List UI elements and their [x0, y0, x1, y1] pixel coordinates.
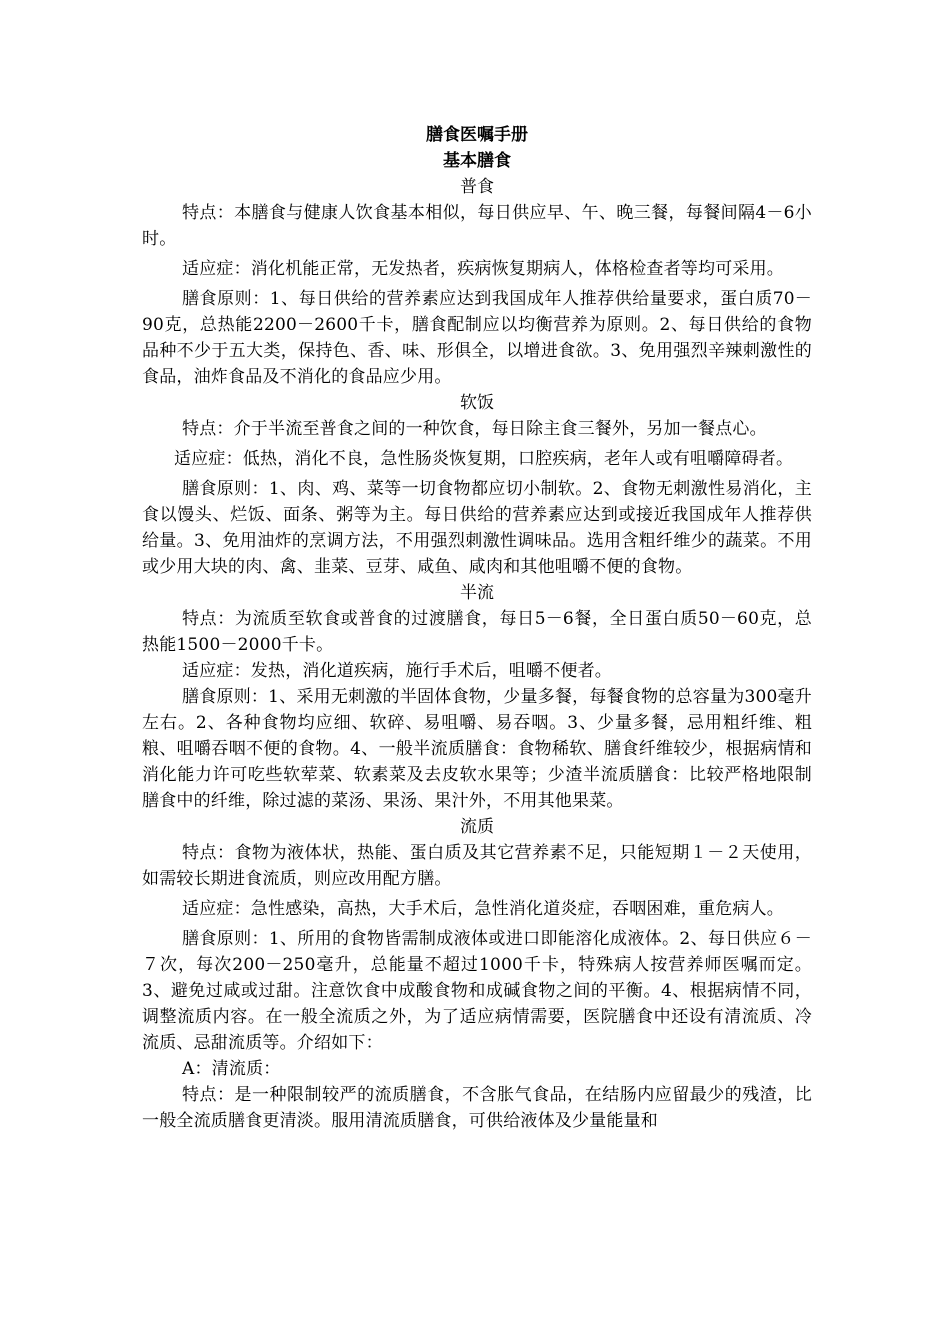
liquid-indications: 适应症：急性感染，高热，大手术后，急性消化道炎症，吞咽困难，重危病人。 [182, 899, 784, 919]
document-page [142, 122, 812, 1134]
section-heading-semi-liquid: 半流 [460, 583, 494, 603]
document-subtitle: 基本膳食 [443, 151, 511, 171]
semi-liquid-indications: 适应症：发热，消化道疾病，施行手术后，咀嚼不便者。 [182, 661, 612, 681]
section-heading-general: 普食 [460, 177, 494, 197]
section-heading-liquid: 流质 [460, 817, 494, 837]
liquid-features: 特点：食物为液体状，热能、蛋白质及其它营养素不足，只能短期１－２天使用，如需较长期进食流质，则应改用配方膳。 [142, 843, 812, 889]
soft-principles: 膳食原则：1、肉、鸡、菜等一切食物都应切小制软。2、食物无刺激性易消化，主食以馒头、烂饭、面条、粥等为主。每日供给的营养素应达到或接近我国成年人推荐供给量。3、免用油炸的烹调方法，不用强烈刺激性调味品。选用含粗纤维少的蔬菜。不用或少用大块的肉、禽、韭菜、豆芽、咸鱼、咸肉和其他咀嚼不便的食物。 [142, 479, 812, 577]
clear-liquid-label: A：清流质： [182, 1059, 281, 1079]
general-principles: 膳食原则：1、每日供给的营养素应达到我国成年人推荐供给量要求，蛋白质70－90克，总热能2200－2600千卡，膳食配制应以均衡营养为原则。2、每日供给的食物品种不少于五大类，保持色、香、味、形俱全，以增进食欲。3、免用强烈辛辣刺激性的食品，油炸食品及不消化的食品应少用。 [142, 289, 812, 387]
soft-features: 特点：介于半流至普食之间的一种饮食，每日除主食三餐外，另加一餐点心。 [182, 419, 767, 439]
section-heading-soft: 软饭 [460, 393, 494, 413]
general-features: 特点：本膳食与健康人饮食基本相似，每日供应早、午、晚三餐，每餐间隔4－6小时。 [142, 203, 812, 249]
soft-indications: 适应症：低热，消化不良，急性肠炎恢复期，口腔疾病，老年人或有咀嚼障碍者。 [174, 449, 794, 469]
semi-liquid-features: 特点：为流质至软食或普食的过渡膳食，每日5－6餐，全日蛋白质50－60克，总热能1500－2000千卡。 [142, 609, 812, 655]
document-title: 膳食医嘱手册 [426, 125, 528, 145]
semi-liquid-principles: 膳食原则：1、采用无刺激的半固体食物，少量多餐，每餐食物的总容量为300毫升左右。2、各种食物均应细、软碎、易咀嚼、易吞咽。3、少量多餐，忌用粗纤维、粗粮、咀嚼吞咽不便的食物。4、一般半流质膳食：食物稀软、膳食纤维较少，根据病情和消化能力许可吃些软荤菜、软素菜及去皮软水果等；少渣半流质膳食：比较严格地限制膳食中的纤维，除过滤的菜汤、果汤、果汁外，不用其他果菜。 [142, 687, 812, 811]
general-indications: 适应症：消化机能正常，无发热者，疾病恢复期病人，体格检查者等均可采用。 [182, 259, 784, 279]
liquid-principles: 膳食原则：1、所用的食物皆需制成液体或进口即能溶化成液体。2、每日供应６－７次，每次200－250毫升，总能量不超过1000千卡，特殊病人按营养师医嘱而定。3、避免过咸或过甜。注意饮食中成酸食物和成碱食物之间的平衡。4、根据病情不同，调整流质内容。在一般全流质之外，为了适应病情需要，医院膳食中还设有清流质、冷流质、忌甜流质等。介绍如下： [142, 929, 812, 1053]
clear-liquid-features: 特点：是一种限制较严的流质膳食，不含胀气食品，在结肠内应留最少的残渣，比一般全流质膳食更清淡。服用清流质膳食，可供给液体及少量能量和 [142, 1085, 812, 1131]
